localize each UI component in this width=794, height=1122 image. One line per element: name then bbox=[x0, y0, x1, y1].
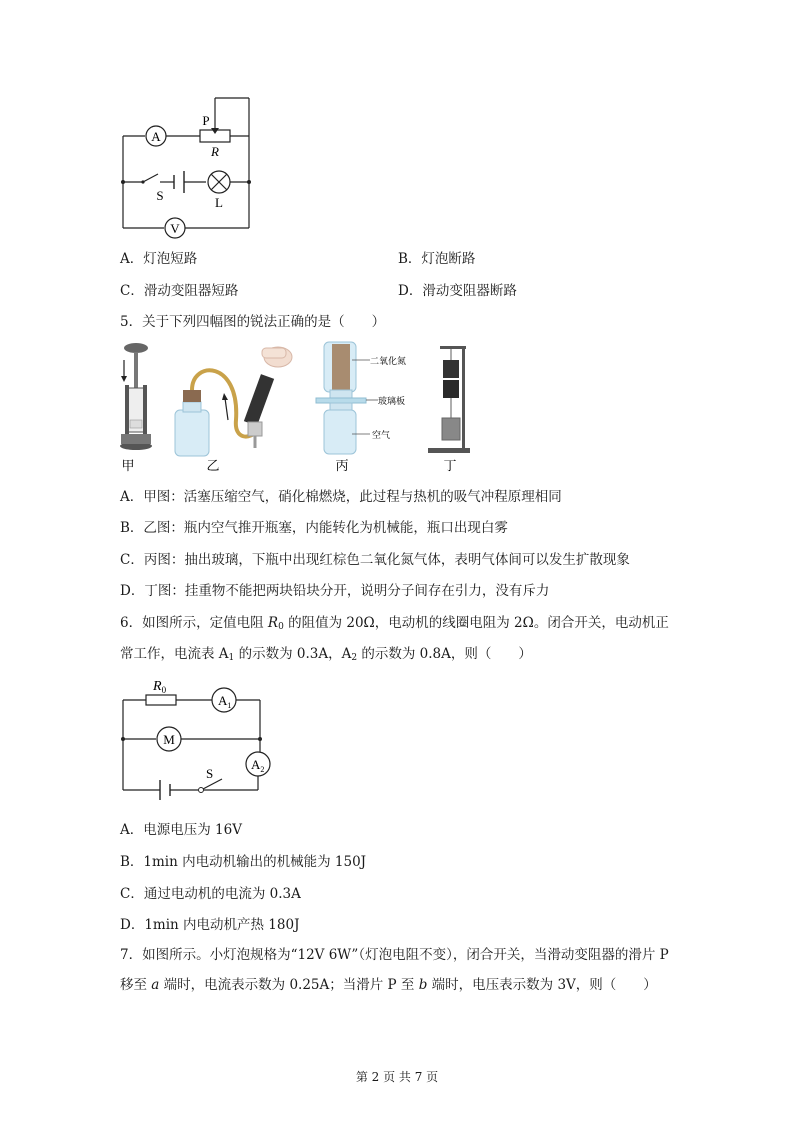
bing-annotation-air: 空气 bbox=[372, 430, 391, 440]
q6-option-d: D．1min 内电动机产热 180J bbox=[120, 917, 300, 933]
switch-label-s: S bbox=[206, 766, 214, 781]
q6-option-b: B．1min 内电动机输出的机械能为 150J bbox=[120, 854, 367, 870]
q5-option-b: B．乙图：瓶内空气推开瓶塞，内能转化为机械能，瓶口出现白雾 bbox=[120, 520, 508, 536]
q5-option-d: D．丁图：挂重物不能把两块铅块分开，说明分子间存在引力，没有斥力 bbox=[120, 583, 550, 599]
label-bing: 丙 bbox=[335, 458, 349, 473]
rheostat-label-r: R bbox=[211, 144, 219, 159]
q6-option-a: A．电源电压为 16V bbox=[120, 822, 242, 838]
slider-label-p: P bbox=[202, 113, 210, 128]
q5-option-a: A．甲图：活塞压缩空气，硝化棉燃烧，此过程与热机的吸气冲程原理相同 bbox=[120, 489, 562, 505]
q4-option-b: B．灯泡断路 bbox=[398, 251, 476, 267]
label-yi: 乙 bbox=[206, 458, 220, 473]
switch-label-s: S bbox=[156, 188, 164, 203]
q4-option-c: C．滑动变阻器短路 bbox=[120, 283, 239, 299]
q6-stem-line2: 常工作，电流表 $A_1$ 的示数为 0.3A，$A_2$ 的示数为 0.8A，则（ ） bbox=[120, 646, 532, 663]
voltmeter-label: V bbox=[170, 221, 180, 236]
label-jia: 甲 bbox=[121, 458, 135, 473]
q5-stem: 5．关于下列四幅图的锐法正确的是（ ） bbox=[120, 314, 386, 330]
q6-stem-line1: 6．如图所示，定值电阻 $R_0$ 的阻值为 20Ω，电动机的线圈电阻为 2Ω。闭合开关，电动机正 bbox=[120, 615, 669, 632]
label-ding: 丁 bbox=[443, 458, 457, 473]
q6-option-c: C．通过电动机的电流为 0.3A bbox=[120, 886, 301, 902]
ammeter-a1-label: $A_1$ bbox=[218, 693, 232, 710]
r0-label: $R_0$ bbox=[153, 679, 167, 695]
q4-option-d: D．滑动变阻器断路 bbox=[398, 283, 517, 299]
q4-option-a: A．灯泡短路 bbox=[120, 251, 198, 267]
ammeter-a2-label: $A_2$ bbox=[251, 757, 265, 774]
page-footer: 第 2 页 共 7 页 bbox=[355, 1070, 439, 1084]
motor-label: M bbox=[163, 732, 175, 747]
q5-option-c: C．丙图：抽出玻璃，下瓶中出现红棕色二氧化氮气体，表明气体间可以发生扩散现象 bbox=[120, 552, 630, 568]
bing-annotation-glass: 玻璃板 bbox=[378, 396, 406, 406]
lamp-label-l: L bbox=[215, 195, 223, 210]
bing-annotation-no2: 二氧化氮 bbox=[370, 356, 407, 366]
q7-stem-line1: 7．如图所示。小灯泡规格为“12V 6W”（灯泡电阻不变），闭合开关，当滑动变阻器的滑片 P bbox=[120, 947, 669, 963]
q7-stem-line2: 移至 a 端时，电流表示数为 0.25A；当滑片 P 至 b 端时，电压表示数为 3V，则（ ） bbox=[120, 977, 657, 993]
ammeter-label: A bbox=[151, 129, 161, 144]
